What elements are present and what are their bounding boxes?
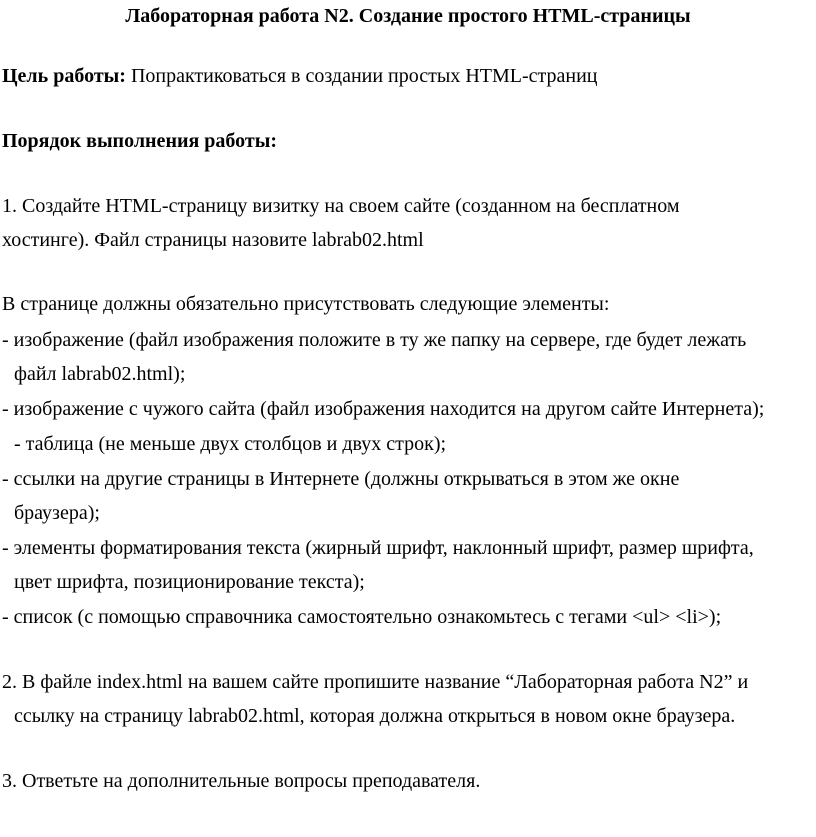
task1-line1: 1. Создайте HTML-страницу визитку на своем сайте (созданном на бесплатном [2, 195, 680, 217]
requirement-item-1: - изображение (файл изображения положите в ту же папку на сервере, где будет лежать [2, 329, 747, 351]
requirement-item-5-cont: цвет шрифта, позиционирование текста); [14, 571, 365, 593]
goal-label: Цель работы: [2, 65, 126, 87]
requirement-item-4-cont: браузера); [14, 502, 100, 524]
requirement-item-2: - изображение с чужого сайта (файл изображения находится на другом сайте Интернета); [2, 398, 765, 420]
requirement-item-5: - элементы форматирования текста (жирный шрифт, наклонный шрифт, размер шрифта, [2, 537, 754, 559]
goal-text: Попрактиковаться в создании простых HTML-страниц [125, 65, 598, 87]
requirement-item-3: - таблица (не меньше двух столбцов и двух строк); [14, 433, 447, 455]
task1-line2: хостинге). Файл страницы назовите labrab02.html [2, 229, 424, 251]
task2-line1: 2. В файле index.html на вашем сайте пропишите название “Лабораторная работа N2” и [2, 671, 749, 693]
requirements-intro: В странице должны обязательно присутствовать следующие элементы: [2, 293, 610, 315]
requirement-item-6: - список (с помощью справочника самостоятельно ознакомьтесь с тегами <ul> <li>); [2, 606, 722, 628]
task3-line: 3. Ответьте на дополнительные вопросы преподавателя. [2, 770, 481, 792]
task2-line2: ссылку на страницу labrab02.html, которая должна открыться в новом окне браузера. [14, 705, 736, 727]
document-title: Лабораторная работа N2. Создание простого HTML-страницы [125, 5, 691, 27]
requirement-item-4: - ссылки на другие страницы в Интернете (должны открываться в этом же окне [2, 468, 680, 490]
requirement-item-1-cont: файл labrab02.html); [14, 363, 186, 385]
procedure-heading: Порядок выполнения работы: [2, 130, 277, 152]
goal-line [2, 63, 597, 89]
